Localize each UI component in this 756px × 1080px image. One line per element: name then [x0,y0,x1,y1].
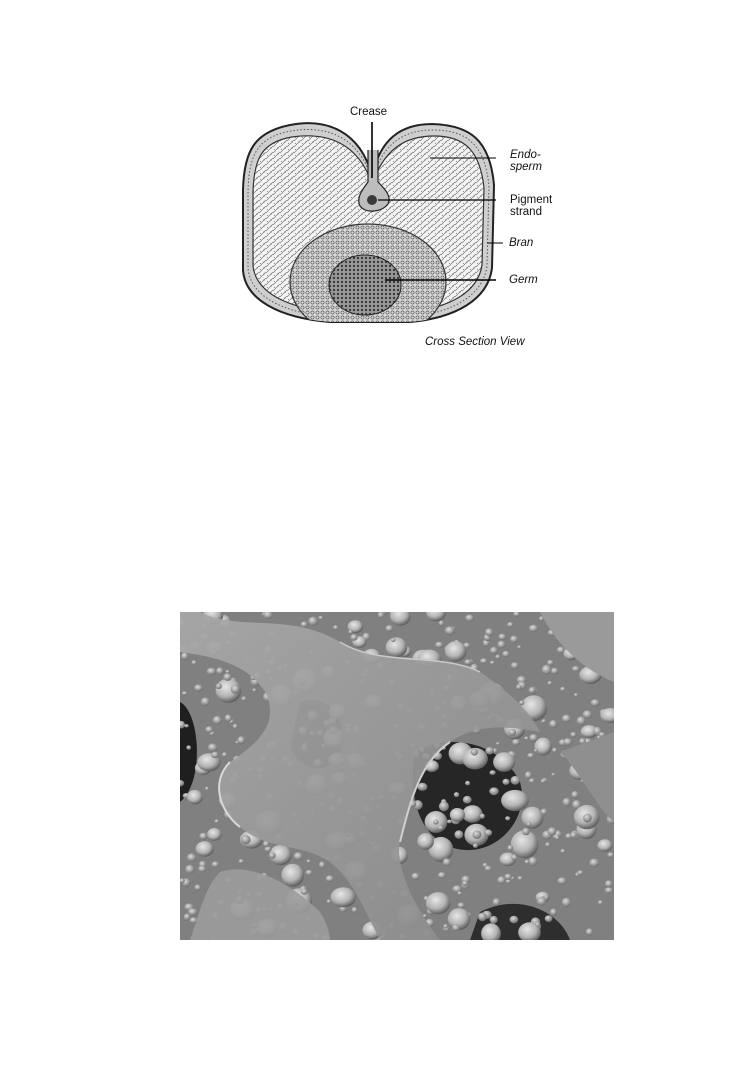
starch-granule-small [385,625,393,632]
starch-granule-small [463,796,472,804]
starch-granule-small [591,699,600,706]
starch-granule-small [505,816,510,820]
starch-granule-large [462,805,482,823]
starch-granule-small [518,876,523,880]
starch-granule-small [490,647,498,654]
starch-granule-small [411,873,419,880]
starch-granule-small [464,659,471,665]
starch-granule-small [294,852,303,860]
starch-granule-small [557,647,565,654]
embryo [329,255,401,315]
starch-granule-small [445,626,455,635]
starch-granule-small [490,770,496,775]
starch-granule-small [498,634,506,641]
crease-label: Crease [350,106,388,118]
starch-granule-small [571,791,578,798]
starch-granule-small [607,852,614,857]
starch-granule-small [194,684,203,691]
starch-granule-small [238,859,244,864]
starch-granule-large [493,752,515,772]
starch-granule-small [589,859,599,868]
starch-granule-small [391,638,395,642]
starch-granule-large [535,738,552,756]
starch-granule-small [551,773,555,776]
starch-granule-small [205,726,213,733]
starch-granule-small [452,925,460,932]
starch-granule-small [541,809,548,816]
starch-granule-small [214,819,219,823]
starch-granule-small [417,783,427,791]
starch-granule-small [237,736,245,744]
starch-granule-small [465,615,474,622]
starch-granule-small [318,616,323,620]
starch-granule-small [348,630,352,634]
endosperm-micrograph [180,612,614,940]
starch-granule-small [511,776,520,785]
starch-granule-small [534,749,538,753]
starch-granule-small [550,909,557,916]
starch-granule-small [570,832,577,839]
starch-granule-small [211,752,219,758]
starch-granule-small [458,902,465,908]
starch-granule-small [212,861,220,867]
starch-granule-small [509,729,517,736]
starch-granule-small [454,830,463,839]
starch-granule-small [512,739,520,746]
starch-granule-small [301,889,308,895]
starch-granule-small [438,872,446,879]
starch-granule-small [555,836,559,840]
starch-granule-small [545,915,553,922]
starch-granule-small [504,874,512,880]
starch-granule-small [216,667,224,674]
starch-granule-small [490,661,495,665]
starch-granule-small [570,732,576,737]
starch-granule-small [497,641,505,649]
starch-granule-large [501,790,529,811]
starch-granule-small [205,787,209,791]
pigment-strand [367,195,377,205]
starch-granule-small [473,844,478,848]
starch-granule-small [216,683,222,689]
starch-granule-small [510,916,519,923]
starch-granule-large [196,841,214,857]
starch-granule-small [201,697,210,706]
starch-granule-small [225,714,232,721]
starch-granule-small [529,687,536,694]
starch-granule-small [231,685,240,694]
starch-granule-small [207,668,217,675]
starch-granule-small [223,673,232,681]
starch-granule-small [462,881,468,886]
starch-granule-small [326,875,335,882]
starch-granule-small [199,833,207,840]
starch-granule-small [605,880,613,887]
starch-granule-large [207,828,222,841]
starch-granule-small [529,734,538,742]
starch-granule-small [552,748,557,753]
starch-granule-small [529,778,535,783]
starch-granule-small [184,724,188,727]
starch-granule-small [563,798,571,807]
starch-granule-small [547,681,552,685]
starch-granule-small [563,738,572,746]
starch-granule-small [184,914,191,921]
starch-granule-small [213,716,222,725]
starch-granule-large [386,637,408,657]
starch-granule-small [485,747,494,755]
starch-granule-small [485,628,493,636]
starch-granule-small [497,876,505,884]
starch-granule-small [186,745,191,749]
starch-granule-small [480,658,487,664]
starch-granule-small [208,743,218,751]
starch-granule-small [507,622,513,627]
starch-granule-small [547,660,554,666]
starch-granule-small [557,877,566,884]
starch-granule-small [435,642,443,648]
starch-granule-small [529,625,539,633]
starch-granule-large [331,887,356,907]
starch-granule-small [185,865,194,874]
starch-granule-small [511,662,519,669]
starch-granule-small [562,898,571,908]
starch-granule-small [549,720,557,728]
starch-granule-small [301,621,308,627]
starch-granule-small [506,879,511,883]
starch-granule-small [454,792,459,797]
starch-granule-small [438,826,444,830]
starch-granule-small [269,852,276,859]
starch-granule-small [489,787,498,795]
starch-granule-small [252,688,257,692]
starch-granule-large [187,790,203,804]
starch-granule-small [605,887,614,893]
starch-granule-small [439,801,449,811]
starch-granule-small [447,820,452,824]
starch-granule-large [426,892,451,914]
starch-granule-small [495,655,500,660]
starch-granule-small [226,670,230,673]
starch-granule-small [502,779,509,785]
starch-granule-small [548,827,557,836]
starch-granule-small [528,857,537,866]
starch-granule-small [527,753,534,758]
starch-granule-small [472,830,481,839]
cross-section-caption: Cross Section View [425,336,525,348]
starch-granule-small [192,660,197,665]
starch-granule-small [195,884,202,890]
starch-granule-small [541,779,546,783]
starch-granule-large [417,833,434,850]
starch-granule-small [233,724,238,729]
starch-granule-large [450,808,465,822]
starch-granule-small [182,691,188,695]
starch-granule-small [502,651,510,657]
starch-granule-small [480,814,485,819]
starch-granule-small [378,612,384,618]
starch-granule-small [524,736,529,740]
starch-granule-small [490,916,498,924]
starch-granule-small [433,819,438,824]
starch-granule-small [517,645,521,648]
starch-granule-small [507,845,513,851]
starch-granule-small [471,749,478,756]
starch-granule-small [307,859,311,863]
starch-granule-small [577,870,583,875]
starch-granule-small [525,771,532,779]
starch-granule-small [560,849,565,853]
starch-granule-small [352,907,358,913]
starch-granule-small [478,913,487,922]
starch-granule-small [439,620,444,626]
starch-granule-small [308,617,318,626]
starch-granule-small [222,752,227,757]
starch-granule-small [319,862,326,869]
starch-granule-small [484,829,492,836]
starch-granule-small [522,828,530,835]
starch-granule-small [516,684,522,689]
bran-label: Bran [509,237,534,249]
starch-granule-small [181,652,189,660]
starch-granule-small [333,625,338,630]
starch-granule-small [465,781,470,786]
endosperm-label: Endo- sperm [510,149,542,173]
starch-granule-small [542,665,552,675]
starch-granule-small [525,860,530,865]
starch-granule-small [551,668,559,675]
starch-granule-small [583,814,592,823]
starch-granule-small [350,634,357,641]
starch-granule-small [572,666,580,672]
starch-granule-small [306,870,313,876]
starch-granule-small [583,710,593,719]
starch-granule-small [537,897,547,905]
starch-granule-small [510,636,518,643]
starch-granule-small [574,693,578,697]
starch-granule-small [485,866,492,872]
germ-label: Germ [509,274,538,286]
starch-granule-large [445,641,466,662]
starch-granule-small [198,866,206,873]
starch-granule-small [457,891,462,895]
starch-granule-small [241,696,246,701]
starch-granule-small [443,858,452,866]
starch-granule-small [586,928,593,935]
starch-granule-small [496,742,500,745]
starch-granule-large [598,839,613,851]
starch-granule-small [598,900,603,905]
starch-granule-small [562,715,571,723]
starch-granule-small [241,835,251,844]
starch-granule-small [187,853,196,862]
starch-granule-small [443,924,447,929]
starch-granule-small [527,822,531,827]
starch-granule-small [560,687,565,692]
starch-granule-small [545,842,550,847]
pigment-strand-label: Pigment strand [510,194,553,218]
starch-granule-large [281,864,304,887]
starch-granule-small [493,898,501,906]
starch-granule-small [327,899,331,903]
starch-granule-large [521,807,543,829]
